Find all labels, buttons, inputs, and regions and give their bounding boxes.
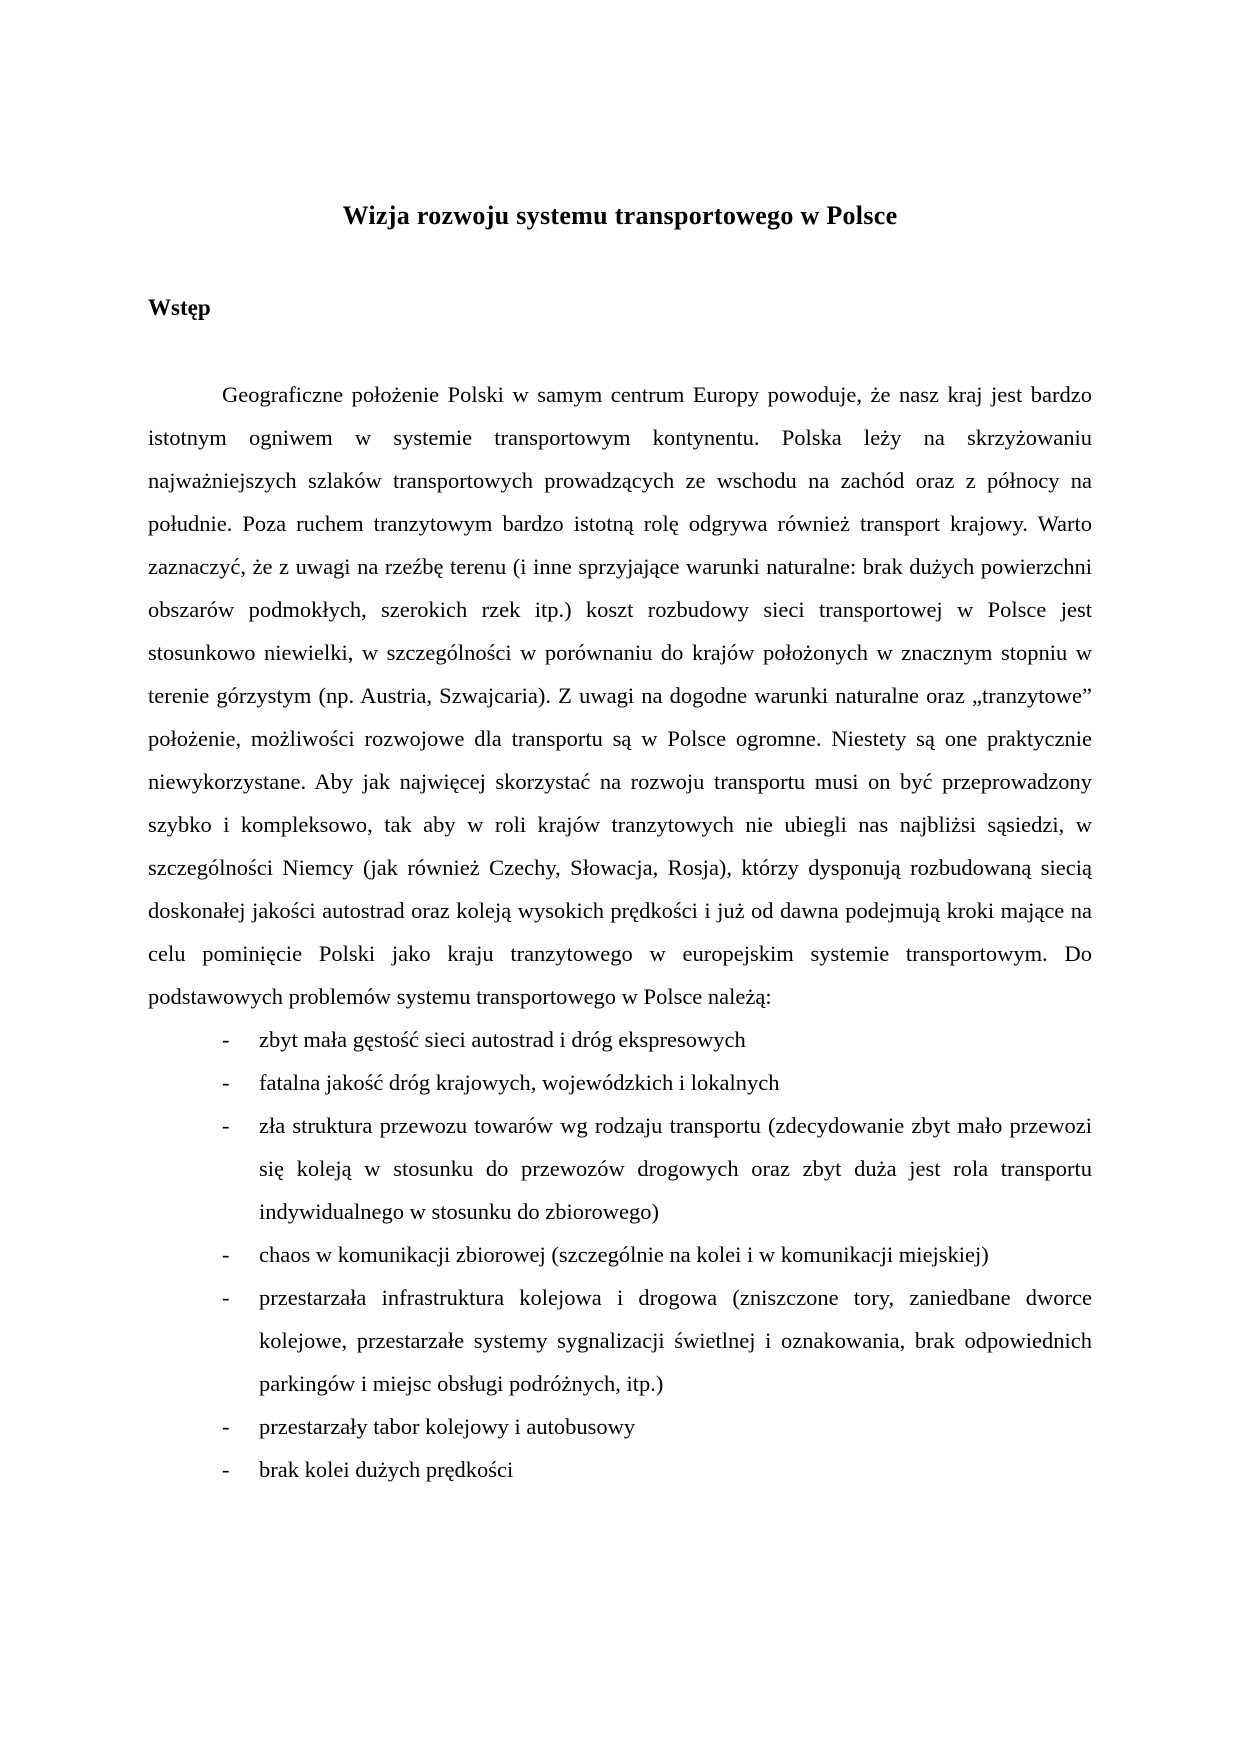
list-item-text: przestarzały tabor kolejowy i autobusowy bbox=[259, 1414, 636, 1439]
list-item-text: fatalna jakość dróg krajowych, wojewódzkich i lokalnych bbox=[259, 1070, 780, 1095]
list-item-text: przestarzała infrastruktura kolejowa i drogowa (zniszczone tory, zaniedbane dworce kolejowe, przestarzałe systemy sygnalizacji świetlnej i oznakowania, brak odpowiednich parkingów i miejsc obsługi podróżnych, itp.) bbox=[259, 1285, 1092, 1396]
bullet-dash: - bbox=[222, 1242, 230, 1267]
intro-paragraph: Geograficzne położenie Polski w samym centrum Europy powoduje, że nasz kraj jest bardzo istotnym ogniwem w systemie transportowym kontynentu. Polska leży na skrzyżowaniu najważniejszych szlaków transportowych prowadzących ze wschodu na zachód oraz z północy na południe. Poza ruchem tranzytowym bardzo istotną rolę odgrywa również transport krajowy. Warto zaznaczyć, że z uwagi na rzeźbę terenu (i inne sprzyjające warunki naturalne: brak dużych powierzchni obszarów podmokłych, szerokich rzek itp.) koszt rozbudowy sieci transportowej w Polsce jest stosunkowo niewielki, w szczególności w porównaniu do krajów położonych w znacznym stopniu w terenie górzystym (np. Austria, Szwajcaria). Z uwagi na dogodne warunki naturalne oraz „tranzytowe” położenie, możliwości rozwojowe dla transportu są w Polsce ogromne. Niestety są one praktycznie niewykorzystane. Aby jak najwięcej skorzystać na rozwoju transportu musi on być przeprowadzony szybko i kompleksowo, tak aby w roli krajów tranzytowych nie ubiegli nas najbliżsi sąsiedzi, w szczególności Niemcy (jak również Czechy, Słowacja, Rosja), którzy dysponują rozbudowaną siecią doskonałej jakości autostrad oraz koleją wysokich prędkości i już od dawna podejmują kroki mające na celu pominięcie Polski jako kraju tranzytowego w europejskim systemie transportowym. Do podstawowych problemów systemu transportowego w Polsce należą: bbox=[148, 382, 1092, 1009]
bullet-dash: - bbox=[222, 1414, 230, 1439]
list-item bbox=[148, 1061, 1092, 1104]
section-heading: Wstęp bbox=[148, 295, 211, 320]
list-item bbox=[148, 1104, 1092, 1233]
bullet-dash: - bbox=[222, 1027, 230, 1052]
list-item-text: brak kolei dużych prędkości bbox=[259, 1457, 514, 1482]
list-item bbox=[148, 1018, 1092, 1061]
list-item-text: zbyt mała gęstość sieci autostrad i dróg ekspresowych bbox=[259, 1027, 746, 1052]
bullet-dash: - bbox=[222, 1113, 230, 1138]
list-item bbox=[148, 1233, 1092, 1276]
bullet-dash: - bbox=[222, 1285, 230, 1310]
problem-list bbox=[148, 1018, 1092, 1491]
document-title: Wizja rozwoju systemu transportowego w Polsce bbox=[342, 201, 898, 230]
list-item bbox=[148, 1448, 1092, 1491]
list-item-text: chaos w komunikacji zbiorowej (szczególnie na kolei i w komunikacji miejskiej) bbox=[259, 1242, 989, 1267]
list-item bbox=[148, 1405, 1092, 1448]
list-item-text: zła struktura przewozu towarów wg rodzaju transportu (zdecydowanie zbyt mało przewozi się koleją w stosunku do przewozów drogowych oraz zbyt duża jest rola transportu indywidualnego w stosunku do zbiorowego) bbox=[259, 1113, 1092, 1224]
bullet-dash: - bbox=[222, 1070, 230, 1095]
list-item bbox=[148, 1276, 1092, 1405]
document-body bbox=[148, 373, 1092, 1491]
bullet-dash: - bbox=[222, 1457, 230, 1482]
